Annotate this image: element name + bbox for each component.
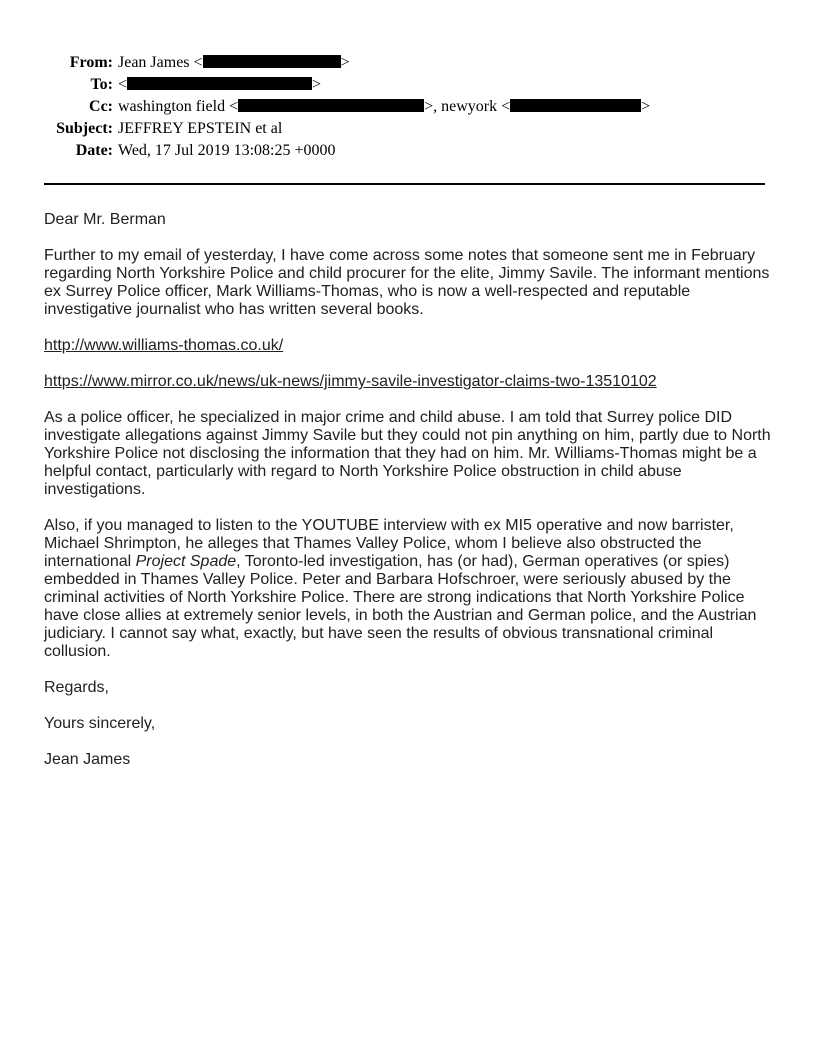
header-row-date bbox=[44, 140, 766, 162]
to-redaction-bar bbox=[127, 77, 312, 90]
header-row-from bbox=[44, 52, 766, 74]
to-open-bracket: < bbox=[118, 76, 128, 93]
project-spade-italic: Project Spade bbox=[135, 553, 237, 570]
date-value: Wed, 17 Jul 2019 13:08:25 +0000 bbox=[118, 142, 336, 159]
to-label: To: bbox=[90, 76, 113, 93]
paragraph-3 bbox=[44, 517, 772, 661]
paragraph-3-text-post: , Toronto-led investigation, has (or had), German operatives (or spies) embedded in Thames Valley Police. Peter and Barbara Hofschroer, were seriously abused by the criminal activities of North Yorkshire Police. There are strong indications that North Yorkshire Police have close allies at extremely senior levels, in both the Austrian and German police, and the Austrian judiciary. I cannot say what, exactly, but have seen the results of obvious transnational criminal collusion. bbox=[44, 553, 757, 660]
to-close-bracket: > bbox=[312, 76, 322, 93]
link-line-1 bbox=[44, 337, 772, 355]
header-separator-rule bbox=[44, 183, 765, 185]
email-header-block bbox=[44, 52, 766, 162]
paragraph-3-text-pre: Also, if you managed to listen to the YOUTUBE interview with ex MI5 operative and now barrister, Michael Shrimpton, he alleges that Thames Valley Police, whom I believe also obstructed the international bbox=[44, 517, 734, 570]
link-line-2 bbox=[44, 373, 772, 391]
from-close-bracket: > bbox=[340, 54, 350, 71]
cc-value bbox=[118, 96, 766, 118]
date-label: Date: bbox=[75, 142, 113, 159]
email-body bbox=[44, 211, 772, 769]
from-sender-name: Jean James < bbox=[118, 54, 203, 71]
mirror-article-link[interactable]: https://www.mirror.co.uk/news/uk-news/jimmy-savile-investigator-claims-two-13510102 bbox=[44, 373, 657, 390]
cc-redaction-bar-2 bbox=[510, 99, 641, 112]
salutation: Dear Mr. Berman bbox=[44, 211, 166, 228]
from-redaction-bar bbox=[203, 55, 341, 68]
header-row-to bbox=[44, 74, 766, 96]
from-label: From: bbox=[69, 54, 113, 71]
header-row-cc bbox=[44, 96, 766, 118]
from-value bbox=[118, 52, 766, 74]
header-row-subject bbox=[44, 118, 766, 140]
subject-value: JEFFREY EPSTEIN et al bbox=[118, 120, 283, 137]
paragraph-1: Further to my email of yesterday, I have come across some notes that someone sent me in February regarding North Yorkshire Police and child procurer for the elite, Jimmy Savile. The informant mentions ex Surrey Police officer, Mark Williams-Thomas, who is now a well-respected and reputable investigative journalist who has written several books. bbox=[44, 247, 770, 318]
paragraph-2: As a police officer, he specialized in major crime and child abuse. I am told that Surrey police DID investigate allegations against Jimmy Savile but they could not pin anything on him, partly due to North Yorkshire Police not disclosing the information that they had on him. Mr. Williams-Thomas might be a helpful contact, particularly with regard to North Yorkshire Police obstruction in child abuse investigations. bbox=[44, 409, 771, 498]
cc-recipient-2: >, newyork < bbox=[424, 98, 511, 115]
subject-label: Subject: bbox=[56, 120, 113, 137]
cc-redaction-bar-1 bbox=[238, 99, 424, 112]
regards-line: Regards, bbox=[44, 679, 109, 696]
cc-recipient-1: washington field < bbox=[118, 98, 239, 115]
cc-label: Cc: bbox=[89, 98, 113, 115]
signature-name: Jean James bbox=[44, 751, 131, 768]
to-value bbox=[118, 74, 766, 96]
closing-line: Yours sincerely, bbox=[44, 715, 156, 732]
williams-thomas-link[interactable]: http://www.williams-thomas.co.uk/ bbox=[44, 337, 284, 354]
cc-close-bracket: > bbox=[641, 98, 651, 115]
